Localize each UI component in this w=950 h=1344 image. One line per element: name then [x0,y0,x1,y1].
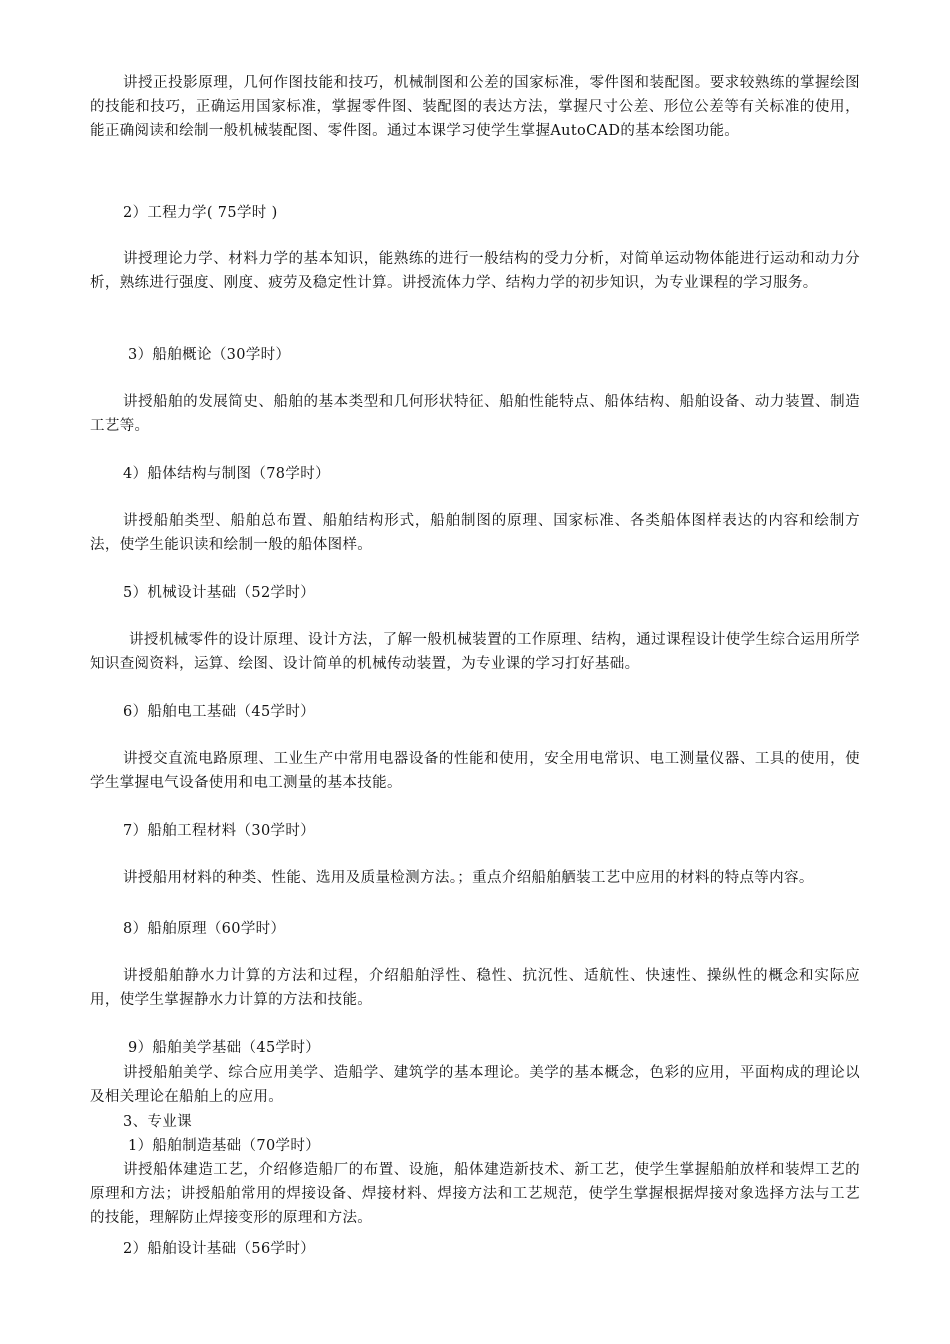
section-heading-ship-design-basics: 2）船舶设计基础（56学时） [123,1241,316,1257]
section-body-ship-principles: 讲授船舶静水力计算的方法和过程，介绍船舶浮性、稳性、抗沉性、适航性、快速性、操纵性的概念和实际应用，使学生掌握静水力计算的方法和技能。 [90,968,860,1008]
section-heading-specialized-courses: 3、专业课 [123,1114,192,1130]
section-heading-ship-principles: 8）船舶原理（60学时） [123,921,286,937]
section-heading-hull-structure: 4）船体结构与制图（78学时） [123,466,330,482]
section-body-ship-introduction: 讲授船舶的发展简史、船舶的基本类型和几何形状特征、船舶性能特点、船体结构、船舶设备、动力装置、制造工艺等。 [90,394,860,434]
intro-paragraph: 讲授正投影原理，几何作图技能和技巧，机械制图和公差的国家标准，零件图和装配图。要求较熟练的掌握绘图的技能和技巧，正确运用国家标准，掌握零件图、装配图的表达方法，掌握尺寸公差、形位公差等有关标准的使用，能正确阅读和绘制一般机械装配图、零件图。通过本课学习使学生掌握AutoCAD的基本绘图功能。 [90,75,860,139]
section-body-mechanical-design: 讲授机械零件的设计原理、设计方法，了解一般机械装置的工作原理、结构，通过课程设计使学生综合运用所学知识查阅资料，运算、绘图、设计简单的机械传动装置，为专业课的学习打好基础。 [90,632,860,672]
section-heading-shipbuilding-basics: 1）船舶制造基础（70学时） [128,1138,321,1154]
section-heading-ship-introduction: 3）船舶概论（30学时） [128,347,291,363]
section-heading-ship-electrical: 6）船舶电工基础（45学时） [123,704,316,720]
section-heading-engineering-mechanics: 2）工程力学( 75学时 ) [123,205,278,221]
section-heading-mechanical-design: 5）机械设计基础（52学时） [123,585,316,601]
section-body-ship-electrical: 讲授交直流电路原理、工业生产中常用电器设备的性能和使用，安全用电常识、电工测量仪器、工具的使用，使学生掌握电气设备使用和电工测量的基本技能。 [90,751,860,791]
section-body-ship-materials: 讲授船用材料的种类、性能、选用及质量检测方法。；重点介绍船舶舾装工艺中应用的材料的特点等内容。 [123,870,814,886]
section-body-ship-aesthetics: 讲授船舶美学、综合应用美学、造船学、建筑学的基本理论。美学的基本概念，色彩的应用，平面构成的理论以及相关理论在船舶上的应用。 [90,1065,860,1105]
section-body-hull-structure: 讲授船舶类型、船舶总布置、船舶结构形式，船舶制图的原理、国家标准、各类船体图样表达的内容和绘制方法，使学生能识读和绘制一般的船体图样。 [90,513,860,553]
section-heading-ship-materials: 7）船舶工程材料（30学时） [123,823,316,839]
section-body-engineering-mechanics: 讲授理论力学、材料力学的基本知识，能熟练的进行一般结构的受力分析，对简单运动物体能进行运动和动力分析，熟练进行强度、刚度、疲劳及稳定性计算。讲授流体力学、结构力学的初步知识，为专业课程的学习服务。 [90,251,860,291]
section-heading-ship-aesthetics: 9）船舶美学基础（45学时） [128,1040,321,1056]
section-body-shipbuilding-basics: 讲授船体建造工艺，介绍修造船厂的布置、设施，船体建造新技术、新工艺，使学生掌握船舶放样和装焊工艺的原理和方法；讲授船舶常用的焊接设备、焊接材料、焊接方法和工艺规范，使学生掌握根据焊接对象选择方法与工艺的技能，理解防止焊接变形的原理和方法。 [90,1162,860,1226]
